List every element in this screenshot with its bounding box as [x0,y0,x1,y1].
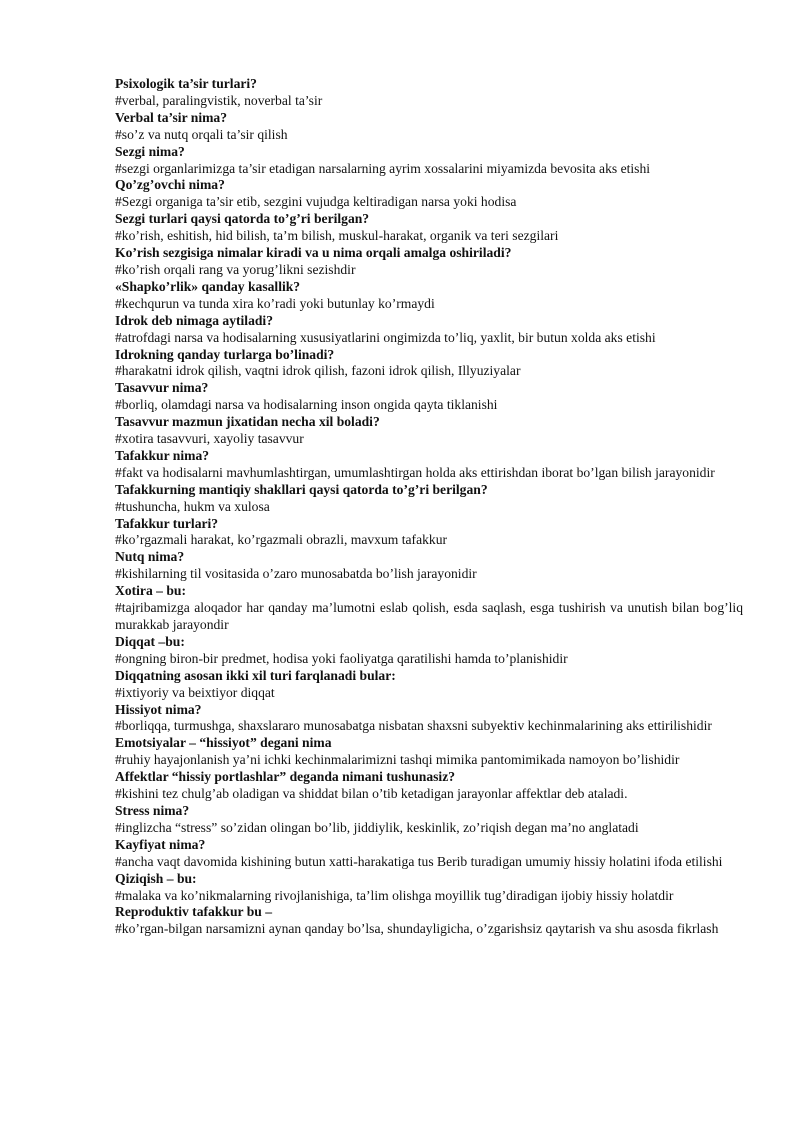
question-text: Tasavvur nima? [115,380,209,396]
answer-text: #kechqurun va tunda xira ko’radi yoki butunlay ko’rmaydi [115,295,435,311]
question-text: «Shapko’rlik» qanday kasallik? [115,278,301,294]
answer-text: #ruhiy hayajonlanish ya’ni ichki kechinmalarimizni tashqi mimika pantomimikada namoyon bo’lishidir [115,752,680,768]
answer-text: #sezgi organlarimizga ta’sir etadigan narsalarning ayrim xossalarini miyamizda bevosita aks etishi [115,160,651,176]
answer-text: #harakatni idrok qilish, vaqtni idrok qilish, fazoni idrok qilish, Illyuziyalar [115,363,521,379]
answer-text: #ongning biron-bir predmet, hodisa yoki faoliyatga qaratilishi hamda to’planishidir [115,650,568,666]
question-text: Xotira – bu: [115,583,186,599]
question-text: Sezgi nima? [115,143,185,159]
answer-text: #atrofdagi narsa va hodisalarning xususiyatlarini ongimizda to’liq, yaxlit, bir butun xolda aks etishi [115,329,656,345]
answer-text: #tajribamizga aloqador har qanday ma’lumotni eslab qolish, esda saqlash, esga tushirish va unutish bilan bog’liq murakkab jarayondir [115,600,743,632]
answer-text: #Sezgi organiga ta’sir etib, sezgini vujudga keltiradigan narsa yoki hodisa [115,194,517,210]
question-text: Hissiyot nima? [115,701,202,717]
question-text: Psixologik ta’sir turlari? [115,76,257,91]
question-text: Idrok deb nimaga aytiladi? [115,312,274,328]
question-text: Tafakkurning mantiqiy shakllari qaysi qatorda to’g’ri berilgan? [115,481,488,497]
answer-text: #borliqqa, turmushga, shaxslararo munosabatga nisbatan shaxsni subyektiv kechinmalarining aks ettirilishidir [115,718,712,734]
question-text: Idrokning qanday turlarga bo’linadi? [115,346,335,362]
qa-document [115,76,743,938]
answer-text: #fakt va hodisalarni mavhumlashtirgan, umumlashtirgan holda aks ettirishdan iborat bo’lgan bilish jarayonidir [115,464,715,480]
answer-text: #ko’rgan-bilgan narsamizni aynan qanday bo’lsa, shundayligicha, o’zgarishsiz qaytarish va shu asosda fikrlash [115,921,719,937]
question-text: Qiziqish – bu: [115,870,197,886]
answer-text: #inglizcha “stress” so’zidan olingan bo’lib, jiddiylik, keskinlik, zo’riqish degan ma’no anglatadi [115,819,639,835]
question-text: Emotsiyalar – “hissiyot” degani nima [115,735,332,751]
question-text: Affektlar “hissiy portlashlar” deganda nimani tushunasiz? [115,769,456,785]
question-text: Qo’zg’ovchi nima? [115,177,225,193]
question-text: Diqqat –bu: [115,633,185,649]
question-text: Ko’rish sezgisiga nimalar kiradi va u nima orqali amalga oshiriladi? [115,245,512,261]
answer-text: #xotira tasavvuri, xayoliy tasavvur [115,431,304,447]
question-text: Stress nima? [115,802,190,818]
answer-text: #kishini tez chulg’ab oladigan va shiddat bilan o’tib ketadigan jarayonlar affektlar deb ataladi. [115,786,628,802]
question-text: Diqqatning asosan ikki xil turi farqlanadi bular: [115,667,396,683]
question-text: Nutq nima? [115,549,185,565]
answer-text: #verbal, paralingvistik, noverbal ta’sir [115,92,323,108]
question-text: Tafakkur nima? [115,447,210,463]
question-text: Kayfiyat nima? [115,836,206,852]
question-text: Tafakkur turlari? [115,515,219,531]
answer-text: #tushuncha, hukm va xulosa [115,498,270,514]
question-text: Tasavvur mazmun jixatidan necha xil boladi? [115,414,380,430]
answer-text: #kishilarning til vositasida o’zaro munosabatda bo’lish jarayonidir [115,566,477,582]
question-text: Reproduktiv tafakkur bu – [115,904,273,920]
answer-text: #ko’rgazmali harakat, ko’rgazmali obrazli, mavxum tafakkur [115,532,448,548]
answer-text: #borliq, olamdagi narsa va hodisalarning inson ongida qayta tiklanishi [115,397,498,413]
question-text: Verbal ta’sir nima? [115,109,228,125]
answer-text: #ko’rish orqali rang va yorug’likni sezishdir [115,261,356,277]
answer-text: #malaka va ko’nikmalarning rivojlanishiga, ta’lim olishga moyillik tug’diradigan ijobiy hissiy holatdir [115,887,674,903]
question-text: Sezgi turlari qaysi qatorda to’g’ri berilgan? [115,211,370,227]
answer-text: #ixtiyoriy va beixtiyor diqqat [115,684,275,700]
answer-text: #so’z va nutq orqali ta’sir qilish [115,126,288,142]
answer-text: #ko’rish, eshitish, hid bilish, ta’m bilish, muskul-harakat, organik va teri sezgilari [115,228,559,244]
answer-text: #ancha vaqt davomida kishining butun xatti-harakatiga tus Berib turadigan umumiy hissiy holatini ifoda etilishi [115,853,723,869]
